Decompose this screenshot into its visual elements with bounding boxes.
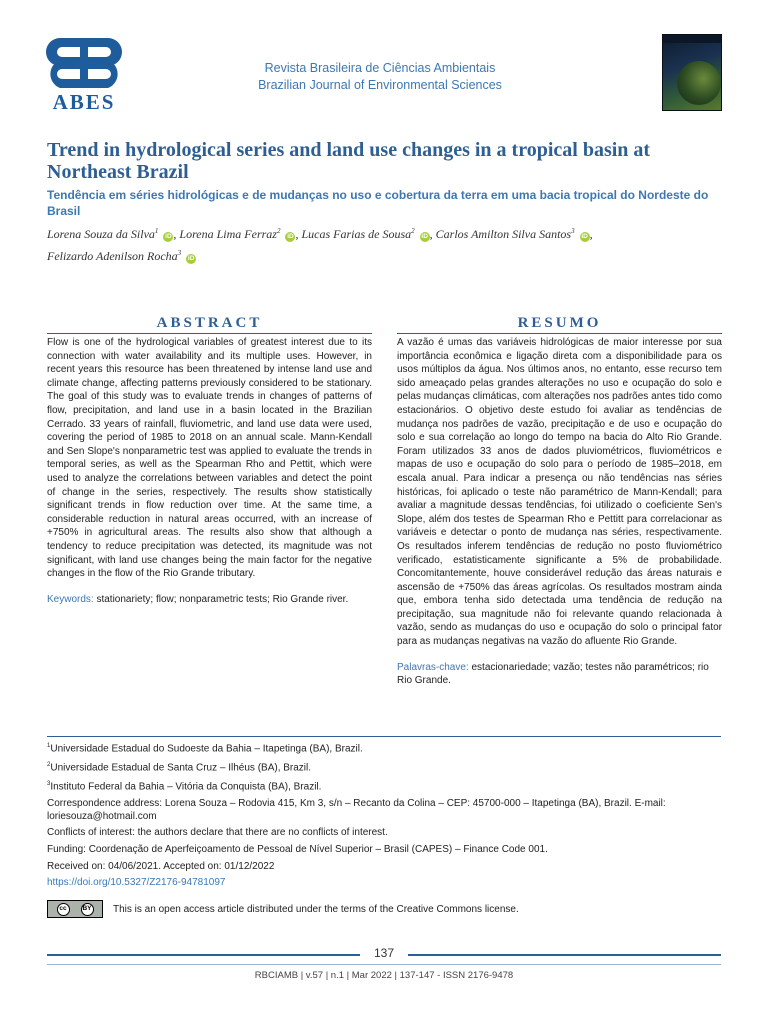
- abstract-section: [47, 336, 372, 606]
- resumo-heading: RESUMO: [517, 315, 602, 331]
- resumo-section: [397, 336, 722, 688]
- license-text: This is an open access article distributed under the terms of the Creative Commons license.: [113, 903, 519, 915]
- palavras-chave-value: estacionariedade; vazão; testes não paramétricos; rio Rio Grande.: [397, 661, 709, 687]
- orcid-icon[interactable]: iD: [581, 233, 588, 240]
- author-name: Felizardo Adenilson Rocha: [47, 249, 178, 263]
- author-2: [179, 227, 301, 241]
- footnotes: [47, 740, 721, 893]
- affiliation-marker: 3: [47, 780, 51, 787]
- affiliation-marker: 3: [177, 249, 182, 257]
- resumo-keywords: [397, 661, 722, 688]
- journal-name-pt: Revista Brasileira de Ciências Ambientais: [264, 61, 496, 75]
- conflicts-of-interest: Conflicts of interest: the authors declare that there are no conflicts of interest.: [47, 827, 388, 839]
- footnote-separator: [47, 736, 721, 737]
- affiliation-marker: 3: [571, 227, 575, 235]
- author-name: Lorena Souza da Silva: [47, 227, 155, 241]
- abstract-text: Flow is one of the hydrological variables of greatest interest due to its connection with water availability and its multiple uses. However, in recent years this resource has been threatened by intense land use and climate change, affecting patterns previously considered to be stationary. The goal of this study was to evaluate trends in changes of patterns of flow, precipitation, and land use in a basin located in the Brazilian Cerrado. 33 years of rainfall, fluviometric, and land use data were used, covering the period of 1985 to 2018 on an annual scale. Mann-Kendall and Sen Slope's nonparametric test was applied to evaluate the trends in temporal series, as well as the Spearman Rho and Pettit, which were used to analyze the correlations between variables and detect the point of change in the series, respectively. The results show statistically significant trends in flow reduction over time. At the same time, a considerable reduction in natural areas occurred, with an increase of +750% in agricultural areas. The results also show that although a tendency to reduce precipitation was detected, its magnitude was not significant, with land use changes being the main factor for the negative changes in the flow of the Rio Grande tributary.: [47, 337, 372, 580]
- abstract-heading-rule: [47, 333, 372, 334]
- logo-text: ABES: [52, 90, 116, 114]
- footer-rule: [47, 964, 721, 965]
- page-rule-left: [47, 954, 360, 956]
- palavras-chave-label: Palavras-chave:: [397, 661, 469, 673]
- affiliation-3: [47, 778, 721, 793]
- author-separator: ,: [173, 227, 180, 241]
- page-number: 137: [373, 946, 395, 960]
- doi-link[interactable]: https://doi.org/10.5327/Z2176-94781097: [47, 877, 226, 889]
- author-1: [47, 227, 179, 241]
- affiliation-text: Instituto Federal da Bahia – Vitória da Conquista (BA), Brazil.: [50, 781, 322, 793]
- affiliation-marker: 2: [276, 227, 281, 235]
- author-name: Carlos Amilton Silva Santos: [435, 227, 572, 241]
- resumo-text: A vazão é umas das variáveis hidrológicas de maior interesse por sua importância econômica e ligação direta com a disponibilidade para os usos múltiplos da água. Nos últimos anos, no entanto, esse recurso tem sido ameaçado pelas grandes alterações no uso e ocupação do solo e pelas mudanças climáticas, com alterações nos padrões antes tido como estacionários. O objetivo deste estudo foi avaliar as tendências de mudança nos padrões de vazão, precipitação e de uso e ocupação do solo e sua correlação ao longo do tempo na bacia do Alto Rio Grande. Foram utilizados 33 anos de dados pluviométricos, fluviométricos e mapas de uso e ocupação do solo para o período de 1985–2018, em escala anual. Para indicar a presença ou não tendências nas séries históricas, foi aplicado o teste não paramétrico de Mann-Kendall; para avaliar a magnitude dessas tendências, foi utilizado o coeficiente Sen's Slope, além dos testes de Spearman Rho e Pettitt para correlacionar as variáveis e detectar o ponto de mudança nas séries, respectivamente. Os resultados inferem tendências de redução no posto fluviométrico verificado, estatisticamente significante a 5% de probabilidade. Concomitantemente, houve considerável redução das áreas naturais e ascensão de +750% das áreas agrícolas. Os resultados mostram ainda que, embora tenha sido detectada uma tendência de redução na precipitação, sua magnitude não foi relevante quando relacionada à vazão, sendo as mudanças do uso e ocupação do solo o principal fator para as mudanças negativas na vazão do afluente Rio Grande.: [397, 337, 722, 648]
- cc-icon: cc: [57, 903, 70, 916]
- keywords-value: stationariety; flow; nonparametric tests; Rio Grande river.: [93, 593, 349, 605]
- affiliation-marker: 1: [154, 227, 159, 235]
- orcid-icon[interactable]: iD: [421, 233, 428, 240]
- author-name: Lucas Farias de Sousa: [301, 227, 412, 241]
- cover-stripe: [663, 35, 722, 43]
- abstract-heading: ABSTRACT: [156, 315, 263, 331]
- affiliation-marker: 2: [47, 761, 51, 768]
- author-list: [47, 222, 727, 266]
- author-name: Lorena Lima Ferraz: [179, 227, 277, 241]
- affiliation-text: Universidade Estadual do Sudoeste da Bahia – Itapetinga (BA), Brazil.: [50, 743, 363, 755]
- abstract-keywords: [47, 593, 372, 607]
- by-icon: BY: [81, 903, 94, 916]
- author-3: [301, 227, 435, 241]
- abes-logo-mark: [44, 36, 124, 90]
- orcid-icon[interactable]: iD: [165, 233, 172, 240]
- journal-name-en: Brazilian Journal of Environmental Sciences: [258, 78, 502, 92]
- citation-line: RBCIAMB | v.57 | n.1 | Mar 2022 | 137-147 - ISSN 2176-9478: [254, 970, 514, 981]
- article-subtitle: Tendência em séries hidrológicas e de mudanças no uso e cobertura da terra em uma bacia tropical do Nordeste do Brasil: [47, 188, 709, 218]
- resumo-heading-rule: [397, 333, 722, 334]
- author-separator: ,: [295, 227, 302, 241]
- journal-name: [200, 60, 560, 94]
- orcid-icon[interactable]: iD: [187, 255, 195, 262]
- correspondence-address: Correspondence address: Lorena Souza – Rodovia 415, Km 3, s/n – Recanto da Colina – CEP: 45700-000 – Itapetinga (BA), Brazil. E-mail: loriesouza@hotmail.com: [47, 797, 666, 822]
- cover-globe: [677, 61, 721, 105]
- author-4: [436, 227, 593, 241]
- affiliation-1: [47, 740, 721, 755]
- article-title: Trend in hydrological series and land use changes in a tropical basin at Northeast Brazil: [47, 139, 651, 183]
- creative-commons-badge[interactable]: [47, 900, 103, 918]
- page-rule-right: [408, 954, 721, 956]
- journal-cover-image: [662, 34, 722, 111]
- affiliation-text: Universidade Estadual de Santa Cruz – Ilhéus (BA), Brazil.: [50, 762, 312, 774]
- affiliation-2: [47, 759, 721, 774]
- received-accepted-dates: Received on: 04/06/2021. Accepted on: 01/12/2022: [47, 860, 275, 872]
- affiliation-marker: 2: [411, 227, 415, 235]
- license-block: [47, 900, 519, 918]
- author-separator: ,: [429, 227, 436, 241]
- funding: Funding: Coordenação de Aperfeiçoamento de Pessoal de Nível Superior – Brasil (CAPES) – Finance Code 001.: [47, 843, 548, 855]
- abes-logo: [44, 36, 124, 114]
- keywords-label: Keywords:: [47, 593, 94, 605]
- author-5: [47, 249, 196, 263]
- author-separator: ,: [589, 227, 593, 241]
- affiliation-marker: 1: [47, 743, 51, 749]
- orcid-icon[interactable]: iD: [287, 233, 294, 240]
